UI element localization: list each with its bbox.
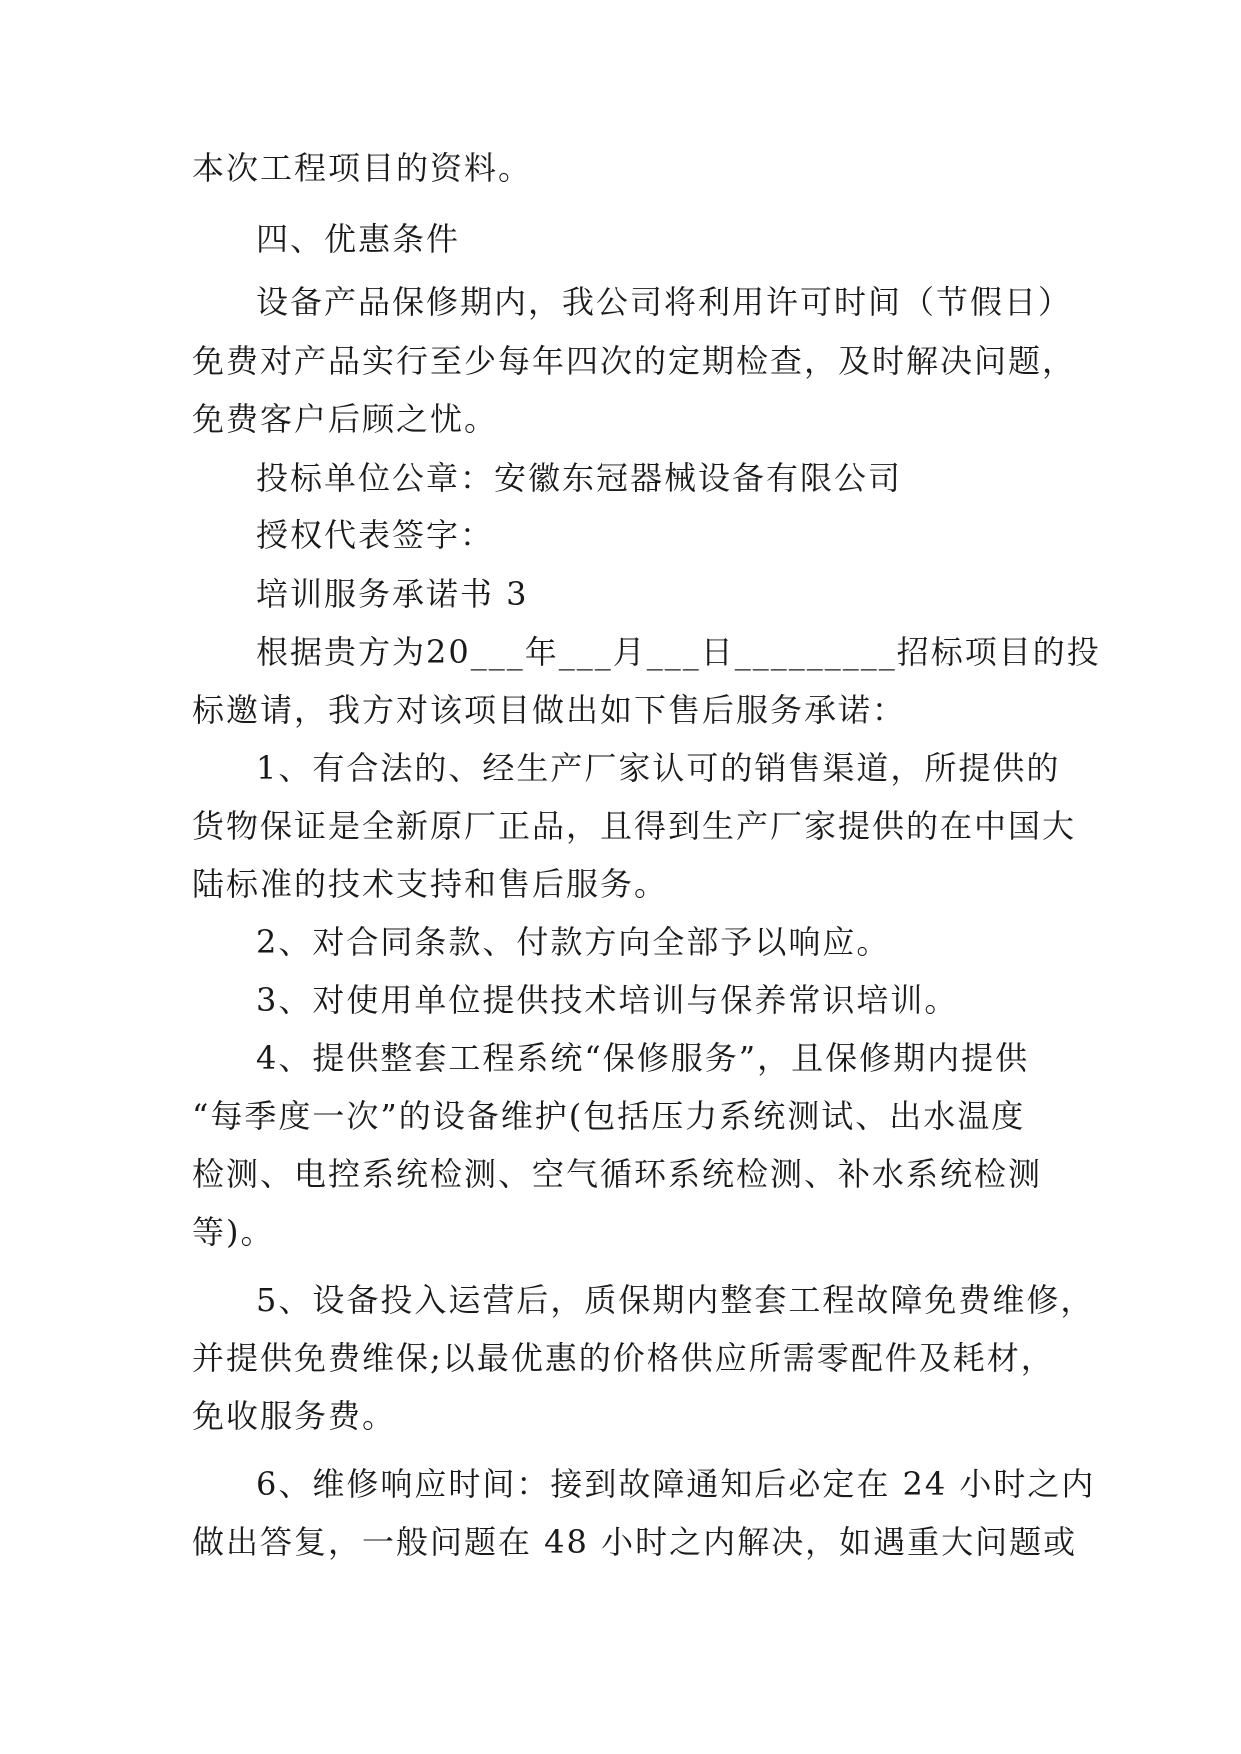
text-line-20: 5、设备投入运营后，质保期内整套工程故障免费维修，: [256, 1281, 1095, 1319]
text-line-13: 陆标准的技术支持和售后服务。: [192, 865, 669, 903]
text-line-10: 标邀请，我方对该项目做出如下售后服务承诺：: [192, 691, 907, 729]
text-line-18: 检测、电控系统检测、空气循环系统检测、补水系统检测: [192, 1155, 1043, 1193]
text-line-5: 免费客户后顾之忧。: [192, 400, 499, 438]
text-line-23: 6、维修响应时间：接到故障通知后必定在 24 小时之内: [256, 1465, 1096, 1503]
text-line-11: 1、有合法的、经生产厂家认可的销售渠道，所提供的: [256, 749, 1061, 787]
seal-line: 投标单位公章：安徽东冠器械设备有限公司: [256, 459, 903, 497]
section-heading-4: 四、优惠条件: [256, 220, 461, 258]
text-line-14: 2、对合同条款、付款方向全部予以响应。: [256, 923, 891, 961]
text-line-3: 设备产品保修期内，我公司将利用许可时间（节假日）: [256, 283, 1073, 321]
document-title: 培训服务承诺书 3: [256, 575, 529, 613]
text-line-19: 等)。: [192, 1213, 275, 1251]
text-line-9: 根据贵方为20___年___月___日_________招标项目的投: [256, 633, 1101, 671]
text-line-16: 4、提供整套工程系统“保修服务”，且保修期内提供: [256, 1039, 1030, 1077]
text-line-17: “每季度一次”的设备维护(包括压力系统测试、出水温度: [192, 1097, 1026, 1135]
text-line-15: 3、对使用单位提供技术培训与保养常识培训。: [256, 981, 959, 1019]
text-line-1: 本次工程项目的资料。: [192, 149, 533, 187]
signature-line: 授权代表签字：: [256, 516, 495, 554]
text-line-21: 并提供免费维保;以最优惠的价格供应所需零配件及耗材，: [192, 1339, 1055, 1377]
text-line-12: 货物保证是全新原厂正品，且得到生产厂家提供的在中国大: [192, 807, 1077, 845]
text-line-24: 做出答复，一般问题在 48 小时之内解决，如遇重大问题或: [192, 1523, 1078, 1561]
text-line-22: 免收服务费。: [192, 1397, 397, 1435]
text-line-4: 免费对产品实行至少每年四次的定期检查，及时解决问题，: [192, 342, 1077, 380]
